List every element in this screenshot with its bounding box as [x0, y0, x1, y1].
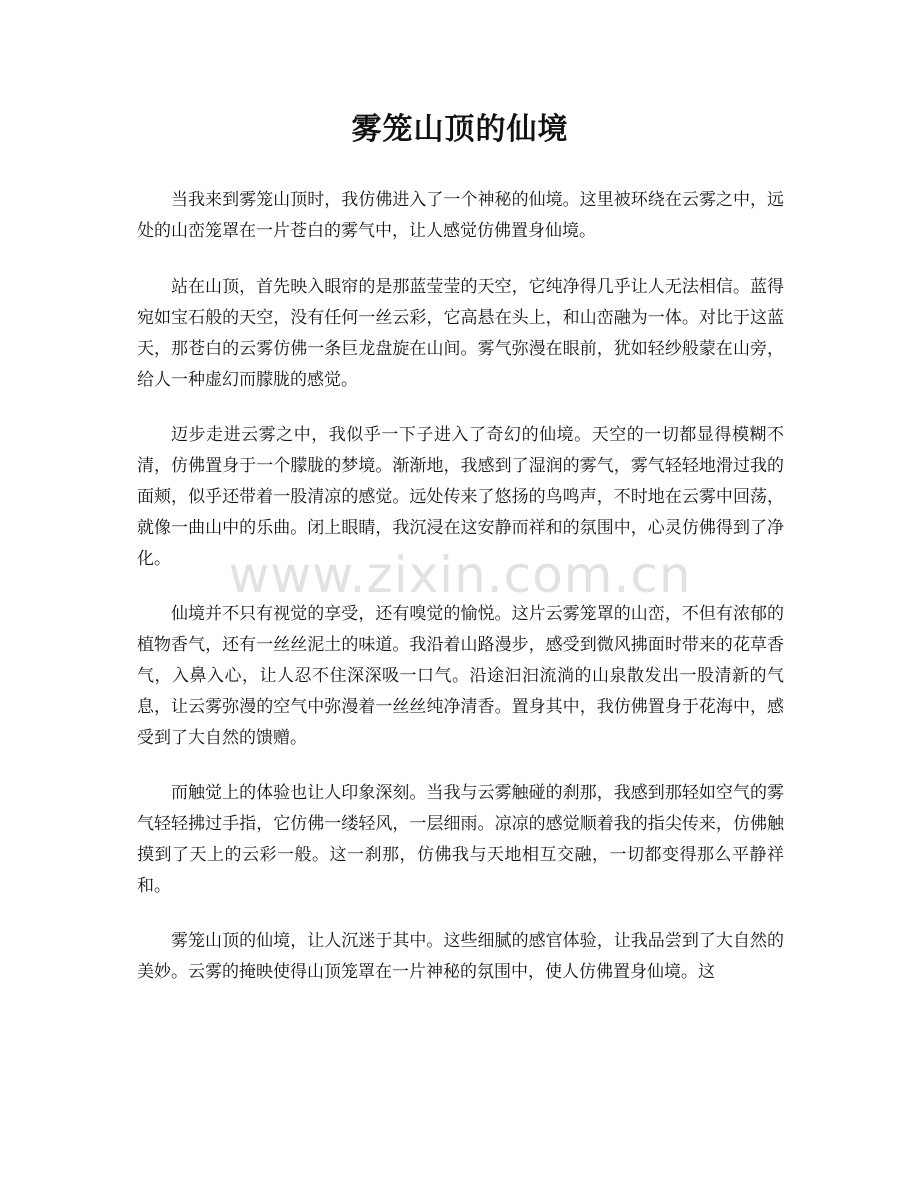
paragraph-6: 雾笼山顶的仙境，让人沉迷于其中。这些细腻的感官体验，让我品尝到了大自然的美妙。云雾的掩映使得山顶笼罩在一片神秘的氛围中，使人仿佛置身仙境。这: [137, 931, 784, 982]
watermark: www.zixin.com.cn: [228, 546, 692, 604]
paragraph-1: 当我来到雾笼山顶时，我仿佛进入了一个神秘的仙境。这里被环绕在云雾之中，远处的山峦笼罩在一片苍白的雾气中，让人感觉仿佛置身仙境。: [137, 190, 784, 241]
paragraph-2: 站在山顶，首先映入眼帘的是那蓝莹莹的天空，它纯净得几乎让人无法相信。蓝得宛如宝石般的天空，没有任何一丝云彩，它高悬在头上，和山峦融为一体。对比于这蓝天，那苍白的云雾仿佛一条巨龙盘旋在山间。雾气弥漫在眼前，犹如轻纱般蒙在山旁，给人一种虚幻而朦胧的感觉。: [137, 277, 784, 390]
document-title: 雾笼山顶的仙境: [351, 112, 569, 147]
document-body: [137, 185, 784, 1012]
paragraph-4: 仙境并不只有视觉的享受，还有嗅觉的愉悦。这片云雾笼罩的山峦，不但有浓郁的植物香气，还有一丝丝泥土的味道。我沿着山路漫步，感受到微风拂面时带来的花草香气，入鼻入心，让人忍不住深深吸一口气。沿途汩汩流淌的山泉散发出一股清新的气息，让云雾弥漫的空气中弥漫着一丝丝纯净清香。置身其中，我仿佛置身于花海中，感受到了大自然的馈赠。: [137, 604, 784, 748]
paragraph-3: 迈步走进云雾之中，我似乎一下子进入了奇幻的仙境。天空的一切都显得模糊不清，仿佛置身于一个朦胧的梦境。渐渐地，我感到了湿润的雾气，雾气轻轻地滑过我的面颊，似乎还带着一股清凉的感觉。远处传来了悠扬的鸟鸣声，不时地在云雾中回荡，就像一曲山中的乐曲。闭上眼睛，我沉浸在这安静而祥和的氛围中，心灵仿佛得到了净化。: [137, 425, 784, 569]
paragraph-5: 而触觉上的体验也让人印象深刻。当我与云雾触碰的刹那，我感到那轻如空气的雾气轻轻拂过手指，它仿佛一缕轻风，一层细雨。凉凉的感觉顺着我的指尖传来，仿佛触摸到了天上的云彩一般。这一刹那，仿佛我与天地相互交融，一切都变得那么平静祥和。: [137, 783, 784, 896]
